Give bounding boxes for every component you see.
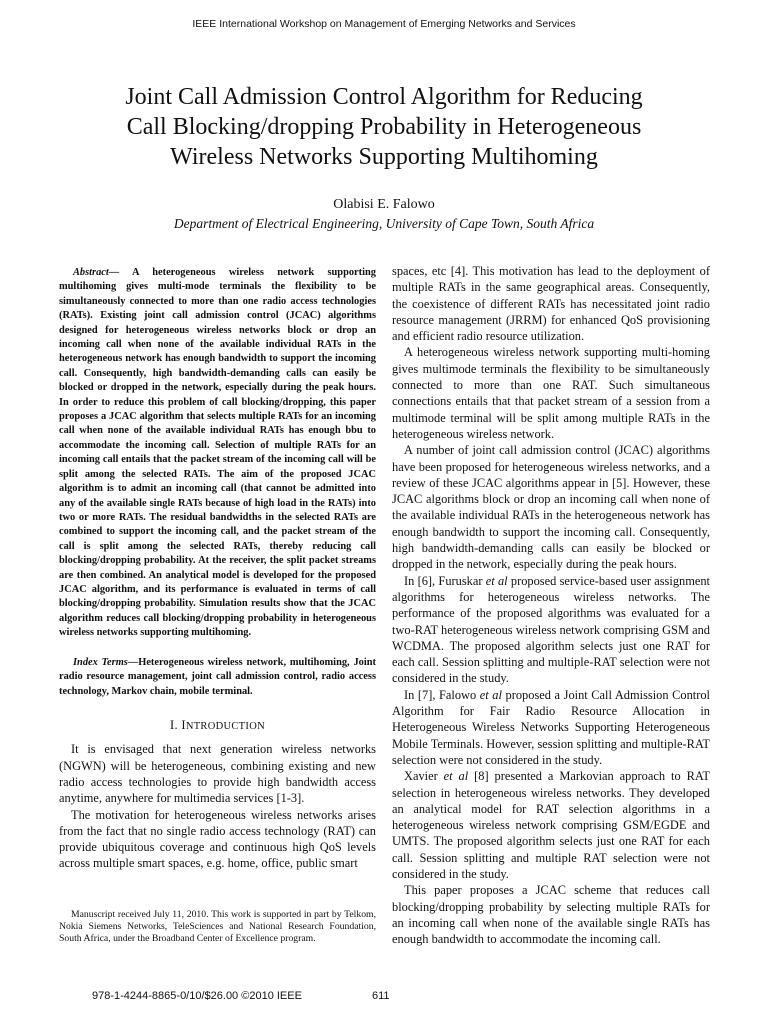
body-paragraph: spaces, etc [4]. This motivation has lead to the deployment of multiple RATs in the same geographical areas. Consequently, the coexistence of different RATs has necessitated joint radio resource management (JRRM) for enhanced QoS provisioning and efficient radio resource utilization. [392, 264, 710, 344]
body-paragraph: It is envisaged that next generation wireless networks (NGWN) will be heterogeneous, combining existing and new radio access technologies to provide high bandwidth access anytime, anywhere for multimedia services [1-3]. [59, 742, 376, 806]
left-column [59, 266, 376, 872]
body-paragraph [392, 687, 710, 768]
footnote: Manuscript received July 11, 2010. This work is supported in part by Telkom, Nokia Siemens Networks, TeleSciences and National Research Foundation, South Africa, under the Broadband Center of Excellence program. [59, 909, 376, 945]
text-run: In [6], Furuskar [404, 573, 486, 588]
text-run: Xavier [404, 769, 444, 784]
et-al: et al [485, 573, 508, 588]
body-paragraph: A heterogeneous wireless network supporting multi-homing gives multimode terminals the flexibility to be simultaneously connected to more than one RAT. Such simultaneous connections entails that that packet stream of a session from a multimode terminal will be split among multiple RATs in the heterogeneous wireless network. [392, 345, 710, 441]
right-column [392, 263, 710, 947]
body-paragraph: A number of joint call admission control (JCAC) algorithms have been proposed for heterogeneous wireless networks, and a review of these JCAC algorithms appear in [5]. However, these JCAC algorithms block or drop an incoming call when none of the available individual RATs in the heterogeneous network has enough bandwidth to support the incoming call. Consequently, high bandwidth-demanding calls can easily be blocked or dropped in the network, especially during the peak hours. [392, 443, 710, 572]
text-run: proposed a Joint Call Admission Control Algorithm for Fair Radio Resource Allocation in Heterogeneous Wireless Networks Supporting Heterogeneous Mobile Terminals. However, session splitting and multiple-RAT selection were not considered in the study. [392, 687, 710, 767]
index-terms [59, 656, 376, 700]
index-terms-paragraph [59, 656, 376, 700]
index-terms-label: Index Terms [73, 656, 128, 668]
text-run: proposed service-based user assignment algorithms for heterogeneous wireless networks. The performance of the proposed algorithms was evaluated for a two-RAT heterogeneous wireless network comprising GSM and WCDMA. The proposed algorithm selects just one RAT for each call. Session splitting and multiple-RAT selection were not considered in the study. [392, 573, 710, 686]
title-line: Wireless Networks Supporting Multihoming [170, 144, 598, 170]
body-paragraph: The motivation for heterogeneous wireless networks arises from the fact that no single radio access technology (RAT) can provide ubiquitous coverage and continuous high QoS levels across multiple smart spaces, e.g. home, office, public smart [59, 807, 376, 871]
author-affiliation: Department of Electrical Engineering, University of Cape Town, South Africa [173, 216, 595, 231]
abstract [59, 266, 376, 641]
author-name: Olabisi E. Falowo [333, 197, 435, 212]
body-paragraph [392, 573, 710, 687]
title-line: Joint Call Admission Control Algorithm for Reducing [125, 84, 643, 110]
title-line: Call Blocking/dropping Probability in Heterogeneous [126, 114, 642, 140]
et-al: et al [479, 687, 502, 702]
abstract-text: A heterogeneous wireless network supporting multihoming gives multi-mode terminals the flexibility to be simultaneously connected to more than one radio access technologies (RATs). Existing joint call admission control (JCAC) algorithms designed for heterogeneous wireless networks block or drop an incoming call when none of the available individual RATs in the heterogeneous network has enough bandwidth to support the incoming call. Consequently, high bandwidth-demanding calls can easily be blocked or dropped in the network, especially during the peak hours. In order to reduce this problem of call blocking/dropping, this paper proposes a JCAC algorithm that selects multiple RATs for an incoming call when none of the available individual RATs has enough bbu to accommodate the incoming call. Selection of multiple RATs for an incoming call entails that the packet stream of the incoming call will be split among the selected RATs. The aim of the proposed JCAC algorithm is to admit an incoming call (that cannot be admitted into any of the available single RATs because of high load in the RATs) into two or more RATs. The residual bandwidths in the selected RATs are combined to support the incoming call, and the packet stream of the call is split among the selected RATs, thereby reducing call blocking/dropping probability. At the receiver, the split packet streams are then combined. An analytical model is developed for the proposed JCAC algorithm, and its performance is evaluated in terms of call blocking/dropping probability. Simulation results show that the JCAC algorithm reduces call blocking/dropping probability in heterogeneous wireless networks supporting multihoming. [59, 267, 376, 639]
abstract-paragraph [59, 266, 376, 641]
section-title-initial: I [181, 718, 186, 733]
conference-header: IEEE International Workshop on Management of Emerging Networks and Services [192, 18, 576, 30]
body-paragraph [392, 768, 710, 882]
paper-title [60, 82, 708, 172]
text-run: [8] presented a Markovian approach to RAT selection in heterogeneous wireless networks. They developed an analytical model for RAT selection algorithms in a heterogeneous wireless network comprising GSM/EGDE and UMTS. The proposed algorithm selects just one RAT for each call. Session splitting and multiple RAT selection were not considered in the study. [392, 769, 710, 881]
section-heading-introduction [59, 718, 376, 733]
page-number: 611 [372, 990, 390, 1002]
section-title-rest: NTRODUCTION [185, 721, 265, 733]
abstract-label: Abstract— [73, 267, 120, 278]
copyright-isbn: 978-1-4244-8865-0/10/$26.00 ©2010 IEEE [92, 990, 302, 1002]
index-terms-text: —Heterogeneous wireless network, multihoming, Joint radio resource management, joint call admission control, radio access technology, Markov chain, mobile terminal. [59, 656, 376, 697]
et-al: et al [443, 769, 469, 784]
text-run: In [7], Falowo [404, 687, 480, 702]
body-paragraph: This paper proposes a JCAC scheme that reduces call blocking/dropping probability by selecting multiple RATs for an incoming call when none of the available single RATs has enough bandwidth to accommodate the incoming call. [392, 883, 710, 947]
section-numeral: I. [170, 718, 178, 733]
